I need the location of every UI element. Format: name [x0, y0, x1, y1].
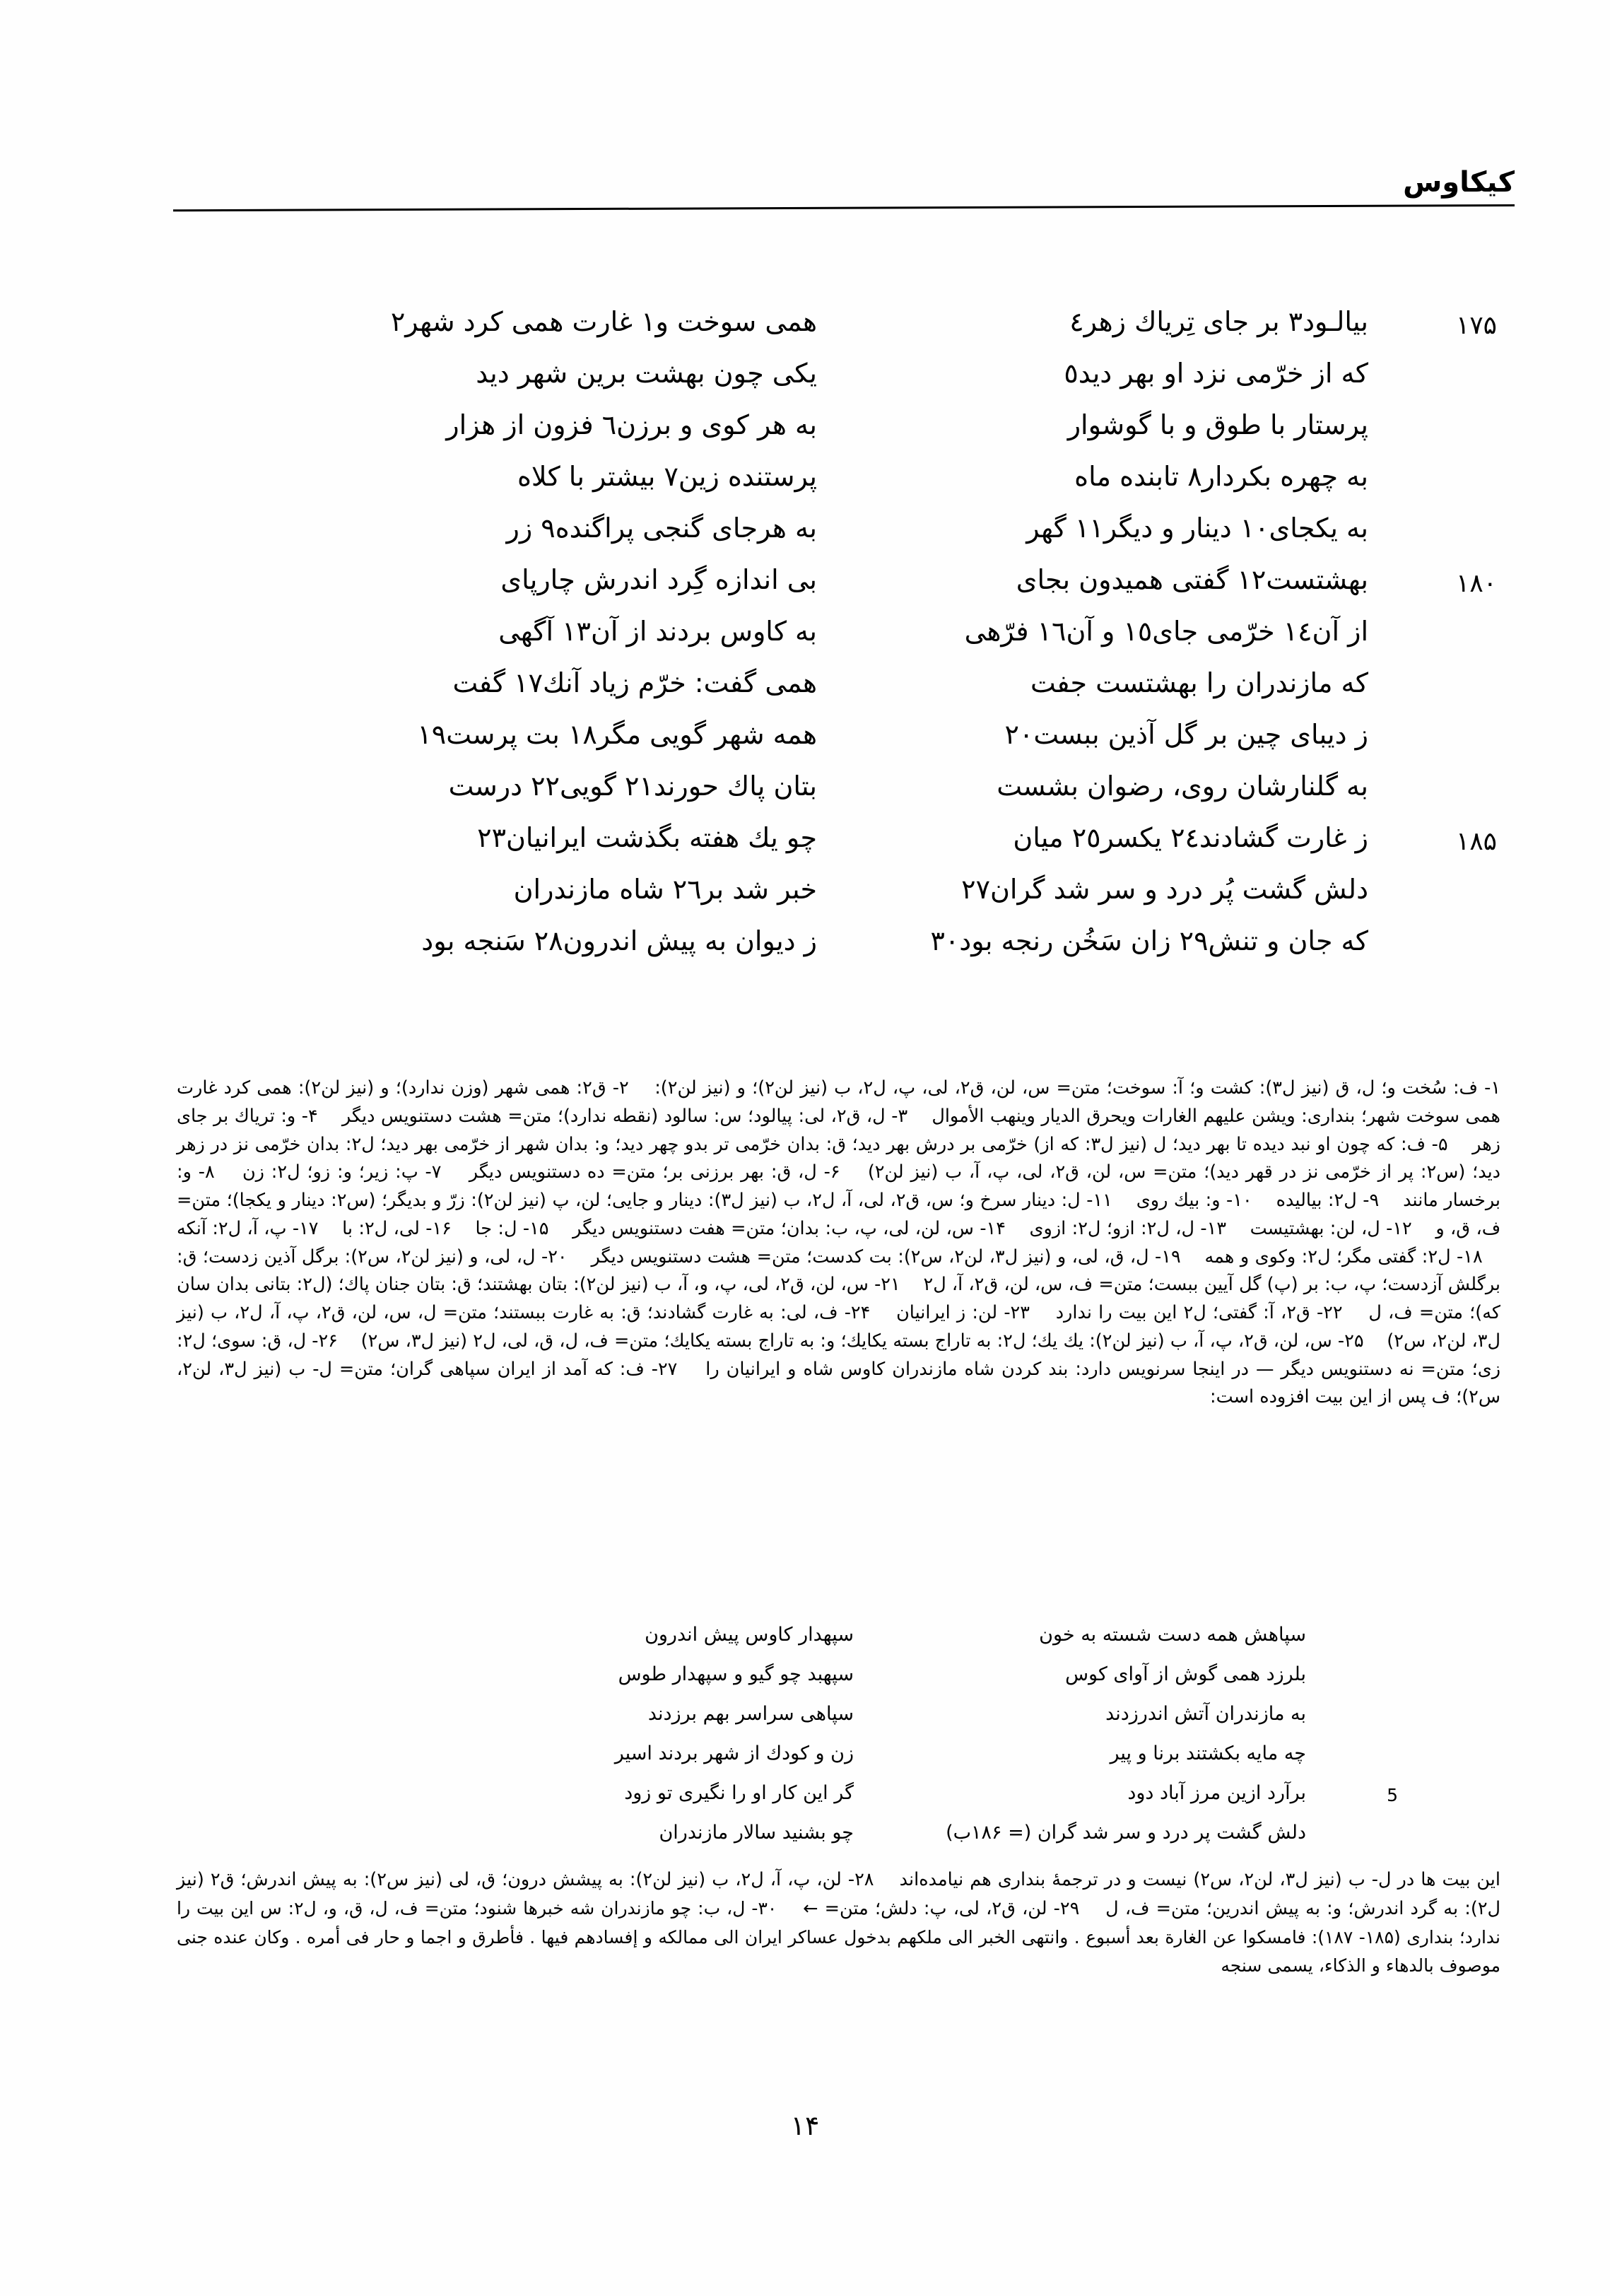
verse-number: [1432, 510, 1497, 517]
verse-line: [233, 459, 1497, 510]
verse-line: [233, 614, 1497, 665]
hemistich-a: خبر شد بر٢٦ شاه مازندران: [513, 874, 817, 905]
apparatus-note: ۱۳- ل، ل۲: ازو؛ ل۲: ازوی: [1029, 1217, 1227, 1239]
apparatus-note: ۱۶- لی، ل۲: با: [342, 1217, 452, 1239]
verse-number: ۱۸۰: [1455, 569, 1497, 598]
verse-number: [1432, 665, 1497, 672]
verse-line: [233, 407, 1497, 459]
hemistich-b: به چهره بکردار٨ تابنده ماه: [1074, 461, 1368, 492]
verse-number: [1432, 459, 1497, 466]
verse-line: [233, 665, 1497, 717]
verse-number: [1432, 768, 1497, 775]
apparatus-criticus-upper: [177, 1074, 1500, 1412]
hemistich-b: ز غارت گشادند٢٤ یکسر٢٥ میان: [1013, 822, 1368, 853]
apparatus-note: ۱- ف: سُخت و؛ ل، ق (نیز ل۳): کشت و؛ آ: سوخت؛ متن= س، لن، ق۲، لی، پ، ل۲، ب (نیز لن۲)؛ و (نیز لن۲):: [654, 1077, 1501, 1099]
apparatus-note: ۱۲- ل، لن: بهشتیست: [1250, 1217, 1412, 1239]
inserted-hemistich-a: زن و کودك از شهر بردند اسیر: [614, 1742, 854, 1764]
inserted-verse-number: 5: [1387, 1785, 1398, 1805]
hemistich-b: پرستار با طوق و با گوشوار: [1067, 409, 1368, 440]
hemistich-b: که مازندران را بهشتست جفت: [1030, 667, 1368, 698]
chapter-title: کیکاوس: [1403, 166, 1515, 199]
verse-line: [233, 872, 1497, 923]
verse-line: [233, 510, 1497, 562]
inserted-verse-line: [233, 1781, 1398, 1820]
inserted-hemistich-a: چو بشنید سالار مازندران: [659, 1822, 854, 1844]
hemistich-b: از آن١٤ خرّمی جای١٥ و آن١٦ فرّهی: [964, 616, 1368, 647]
verse-number: [1432, 923, 1497, 930]
verse-line: [233, 356, 1497, 407]
apparatus-note: ۱۹- ل، ق، لی، و (نیز ل۳، لن۲، س۲): بت کدست؛ متن= هشت دستنویس دیگر: [591, 1246, 1181, 1267]
apparatus-note: ۱۴- س، لن، لی، پ، ب: بدان؛ متن= هفت دستنویس دیگر: [572, 1217, 1006, 1239]
inserted-verse-line: [233, 1662, 1398, 1702]
apparatus-note: ۲۹- لن، ق۲، لی، پ: دلش؛ متن= ←: [803, 1897, 1080, 1919]
verse-line: [233, 562, 1497, 614]
apparatus-note: ۲۲- ق۲، آ: گفتی؛ ل۲ این بیت را ندارد: [1055, 1302, 1343, 1324]
apparatus-note: ۴- و: تریاك بر جای زهر: [177, 1105, 1500, 1155]
hemistich-b: دلش گشت پُر درد و سر شد گران٢٧: [961, 874, 1368, 905]
inserted-hemistich-b: برآرد ازین مرز آباد دود: [1127, 1782, 1306, 1804]
apparatus-note: ۱۱- ل: دینار سرخ و؛ س، ق۲، لی، آ، ل۲، ب (نیز ل۳): دینار و جایی؛ لن، پ (نیز لن۲): زرّ و بدیگر؛ (س۲: دینار و یكجا)؛ متن= ف، ق، و: [177, 1190, 1501, 1239]
apparatus-note: ۲۵- س، لن، ق۲، پ، آ، ب (نیز لن۲): یك یك؛ ل۲: به تاراج بسته یكایك؛ و: به تاراج بسته یكایك؛ متن= ف، ل، ق، لی، ل۲ (نیز ل۳، س۲): [360, 1330, 1364, 1352]
hemistich-b: که از خرّمی نزد او بهر دید٥: [1064, 358, 1368, 389]
inserted-verse-line: [233, 1622, 1398, 1662]
apparatus-criticus-lower: [177, 1866, 1500, 1981]
apparatus-note: ۱۸- ل۲: گفتی مگر؛ ل۲: وکوی و همه: [1204, 1246, 1483, 1267]
inserted-hemistich-a: سپهدار کاوس پیش اندرون: [645, 1624, 854, 1646]
hemistich-b: ز دیبای چین بر گل آذین ببست٢٠: [1004, 719, 1368, 750]
inserted-verse-number: [1348, 1622, 1398, 1627]
verse-number: ۱۸۵: [1455, 827, 1497, 856]
apparatus-note: ۲۸- لن، پ، آ، ل۲، ب (نیز لن۲): به پیشش درون؛ ق، لی (نیز س۲): به پیش اندرش؛ ق۲ (نیز ل۲): به گرد اندرش؛ و: به پیش اندرین؛ متن= ف، ل: [177, 1869, 1501, 1919]
running-head: [173, 134, 1515, 212]
inserted-verse-line: [233, 1702, 1398, 1741]
apparatus-note: ۱۷- پ، آ، ل۲: آنکه: [177, 1217, 319, 1239]
inserted-hemistich-b: بلرزد همی گوش از آوای کوس: [1065, 1663, 1306, 1685]
hemistich-b: به گلنارشان روی، رضوان بشست: [997, 771, 1368, 802]
apparatus-note: ۹- ل۲: بیالیده: [1276, 1190, 1380, 1212]
hemistich-a: همه شهر گویی مگر١٨ بت پرست١٩: [417, 719, 817, 750]
verse-line: [233, 923, 1497, 975]
apparatus-note: ۲۰- ل، لی، و (نیز لن۲، س۲): برگل آذین زدست؛ ق: برگلش آزدست؛ پ، ب: بر (پ) گل آیین ببست؛ متن= ف، س، لن، ق۲، آ، ل۲: [177, 1246, 1501, 1296]
hemistich-a: بتان پاك حورند٢١ گویی٢٢ درست: [448, 771, 817, 802]
hemistich-a: یکی چون بهشت برین شهر دید: [476, 358, 817, 389]
hemistich-a: ز دیوان به پیش اندرون٢٨ سَنجه بود: [421, 925, 817, 956]
hemistich-a: چو یك هفته بگذشت ایرانیان٢٣: [477, 822, 817, 853]
apparatus-note: ۲۷- ف: که آمد از ایران سپاهی گران؛ متن= ل- ب (نیز ل۳، لن۲، س۲)؛ ف پس از این بیت افزوده است:: [177, 1358, 1500, 1408]
hemistich-a: به کاوس بردند از آن١٣ آگهی: [498, 616, 817, 647]
hemistich-a: به هرجای گنجی پراگنده٩ زر: [506, 512, 817, 544]
hemistich-a: بی اندازه گِرد اندرش چارپای: [500, 564, 817, 595]
inserted-verse-number: [1348, 1662, 1398, 1666]
verse-number: [1432, 356, 1497, 363]
verse-block: [233, 304, 1497, 975]
inserted-verse-line: [233, 1820, 1398, 1860]
inserted-hemistich-b: به مازندران آتش اندرزدند: [1105, 1703, 1306, 1725]
apparatus-note: ۷- پ: زیر؛ و: زو؛ ل۲: زن: [242, 1161, 442, 1183]
verse-number: ۱۷۵: [1455, 311, 1497, 340]
apparatus-note: ۱۵- ل: جا: [475, 1217, 549, 1239]
apparatus-note: ۸- و: برخسار مانند: [177, 1161, 1501, 1212]
inserted-hemistich-b: دلش گشت پر درد و سر شد گران (= ۱۸۶ب): [946, 1822, 1306, 1844]
folio-number: ۱۴: [790, 2110, 820, 2141]
inserted-hemistich-a: گر این کار او را نگیری تو زود: [624, 1782, 854, 1804]
apparatus-note: این بیت ها در ل- ب (نیز ل۳، لن۲، س۲) نیست و در ترجمهٔ بنداری هم نیامده‌اند: [899, 1869, 1500, 1890]
verse-line: [233, 820, 1497, 872]
inserted-verse-block: [233, 1622, 1398, 1860]
apparatus-note: ۲۴- ف، لی: به غارت گشادند؛ ق: به غارت ببستند؛ متن= ل، س، لن، ق۲، پ، آ، ل۲، ب (نیز ل۳، لن۲، س۲): [177, 1302, 1501, 1352]
apparatus-note: ۳- ل، ق۲، لی: پیالود؛ س: سالود (نقطه ندارد)؛ متن= هشت دستنویس دیگر: [341, 1105, 908, 1127]
verse-number: [1432, 872, 1497, 879]
hemistich-b: به یکجای١٠ دینار و دیگر١١ گهر: [1026, 512, 1368, 544]
apparatus-note: ۲۶- ل، ق: سوی؛ ل۲: زی؛ متن= نه دستنویس دیگر — در اینجا سرنویس دارد: بند کردن شاه مازندران کاوس شاه و ایرانیان را: [177, 1330, 1501, 1380]
apparatus-note: ۲- ق۲: همی شهر (وزن ندارد)؛ و (نیز لن۲): همی کرد غارت همی سوخت شهر؛ بنداری: ویشن علیهم الغارات ویحرق الدیار وینهب الأموال: [177, 1077, 1500, 1127]
inserted-hemistich-b: سپاهش همه دست شسته به خون: [1039, 1624, 1306, 1646]
hemistich-a: به هر کوی و برزن٦ فزون از هزار: [446, 409, 817, 440]
apparatus-note: ۲۳- لن: ز ایرانیان: [896, 1302, 1030, 1324]
apparatus-note: ۶- ل، ق: بهر برزنی بر؛ متن= ده دستنویس دیگر: [469, 1161, 840, 1183]
inserted-verse-line: [233, 1741, 1398, 1781]
hemistich-b: بیالـود٣ بر جای تِریاك زهر٤: [1069, 306, 1368, 337]
verse-line: [233, 717, 1497, 768]
inserted-verse-number: [1348, 1741, 1398, 1745]
verse-number: [1432, 717, 1497, 724]
apparatus-note: ۱۰- و: بیك روی: [1136, 1190, 1252, 1212]
hemistich-b: بهشتست١٢ گفتی همیدون بجای: [1016, 564, 1368, 595]
hemistich-a: پرستنده زین٧ بیشتر با کلاه: [517, 461, 817, 492]
inserted-hemistich-a: سپاهی سراسر بهم برزدند: [647, 1703, 854, 1725]
header-rule: [173, 204, 1515, 211]
inserted-hemistich-a: سپهبد چو گیو و سپهدار طوس: [618, 1663, 854, 1685]
inserted-verse-number: [1348, 1820, 1398, 1824]
inserted-verse-number: [1348, 1702, 1398, 1706]
verse-line: [233, 304, 1497, 356]
apparatus-note: ۵- ف: که چون او نبد دیده تا بهر دید؛ ل (نیز ل۳: که از) خرّمی بر درش بهر دید؛ ق: بدان خرّمی تر بدو چهر دید؛ و: بدان شهر از خرّمی بهر دید؛ ل۲: بدان خرّمی نز در زهر دید؛ (س۲: پر از خرّمی نز در قهر دید)؛ متن= س، لن، ق۲، لی، پ، آ، ب (نیز لن۲): [177, 1133, 1501, 1183]
hemistich-a: همی سوخت و١ غارت همی کرد شهر٢: [390, 306, 817, 337]
inserted-hemistich-b: چه مایه بکشتند برنا و پیر: [1110, 1742, 1306, 1764]
verse-number: [1432, 407, 1497, 414]
hemistich-a: همی گفت: خرّم زیاد آنك١٧ گفت: [452, 667, 817, 698]
verse-number: [1432, 614, 1497, 621]
verse-line: [233, 768, 1497, 820]
apparatus-note: ۲۱- س، لن، ق۲، لی، پ، و، آ، ب (نیز لن۲): بتان بهشتند؛ ق: بتان جنان پاك؛ (ل۲: بتانی بدان سان که)؛ متن= ف، ل: [177, 1274, 1501, 1324]
hemistich-b: که جان و تنش٢٩ زان سَخُن رنجه بود٣٠: [930, 925, 1368, 956]
apparatus-note-arabic: ۳۰- ل، ب: چو مازندران شه خبرها شنود؛ متن= ف، ل، ق، و، ل۲: س این بیت را ندارد؛ بنداری (۱۸۵- ۱۸۷): فامسکوا عن الغارة بعد أسبوع . وانتهی الخبر الی ملکهم بدخول عساکر ایران الی ممالکه و إفسادهم فیها . فأطرق و اجما و حار فی أمره . وکان عنده جنی موصوف بالدهاء و الذکاء، یسمی سنجه: [177, 1897, 1500, 1976]
